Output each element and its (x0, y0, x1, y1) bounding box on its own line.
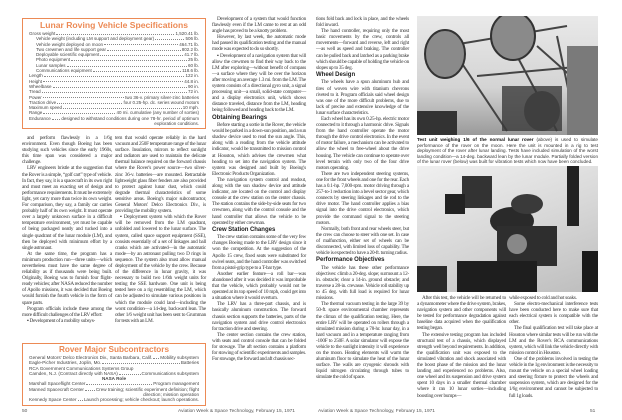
row-value: Crew training; scientific experiment definition; flight (95, 386, 199, 392)
row-value: 802.2 lb. (181, 46, 199, 52)
leader-dots (107, 47, 181, 51)
paragraph: The thermal vacuum testing in the large 39 by 50-ft. space environmental chamber represents the climax of the qualification testing. Here, the entire LRV will be operated on rollers through a simulated mission during a 78-hr. lunar day, in a hard vacuum and in a temperature ranging from -100F to 250F. A solar simulator will expose the vehicle to the sunlight intensity it will experience on the moon. Heating elements will warm the aluminum floor to simulate the heat of the lunar surface. The walls are cryogenic shrouds with liquid nitrogen circulating through tubes to simulate the cold of space. (316, 301, 409, 381)
row-value: 506 lb. (185, 36, 199, 42)
leader-dots (78, 397, 83, 401)
row-value: 122 in. (185, 73, 199, 79)
paragraph: tem that would operate reliably in the hard vacuum and 250F temperature range of the lunar surface. Insulation, mirrors to reflect sunlight and radiators are used to maintain the delicate thermal balance required on the forward chassis where the Rover's power source—two silver-zinc 36-v. batteries—are mounted. Retractable lightweight glass fiber fenders are also provided to protect against lunar dust, which could degrade thermal characteristics of some sensitive areas. Boeing's major subcontractor, General Motors' Delco Electronics Div., is providing the mobility system. (115, 135, 206, 215)
row-label: Power (29, 94, 42, 100)
leader-dots (67, 63, 187, 67)
row-value: 40 mi. cumulative (any number of sorties) (116, 110, 199, 116)
row-value: four 0.25-hp. dc. series wound motors (123, 99, 199, 105)
paragraph: However, by last week, the automatic mode had passed its qualification testing and the manual mode was expected to do so shortly. (212, 34, 306, 53)
paragraph: ▪ Deployment system with which the Rover will be removed from the LM quadrant, unfolded and lowered to the lunar surface. The system, called space support equipment (SSE), consists essentially of a set of linkages and ball cranks which are activated—in the automatic mode—by an astronaut pulling two D rings in sequence. The system also must allow manual deployment of the vehicle by the crew. Because of the difference in lunar gravity, it was necessary to build two 1/6th weight units for testing the SSE hardware. One unit is being tested here on a rig resembling the LM, which can be adjusted to simulate various positions in which the module could land—including the worst condition—a 14-deg. backward lean. The other 1/6 weight unit has been sent to Grumman for tests with an LM. (115, 214, 206, 324)
row-label: Manned Spacecraft Center (29, 386, 84, 392)
paragraph: The hand controller, requiring only the most basic movements by the crew, controls all movements—forward and reverse, left and right—as well as speed and braking. The controller can be pulled back and latched as a parking brake which should be capable of holding the vehicle on slopes up to 35 deg. (316, 28, 409, 71)
left-footer-publication: Aviation Week & Space Technology, February 15, 1971 (178, 409, 295, 414)
row-label: Vehicle weight deployed on moon (36, 41, 104, 47)
paragraph: ▪ Development of a navigation system that will allow the crewmen to find their way back to the LM after exploring—without benefit of compass—a surface where they will be over the horizon after moving an average 1.3 mi. from the LM. The system consists of a directional gyro unit, a signal processing unit—a small, solid-state computer—and a display electronics unit, which shows distance traveled, distance from the LM, heading being followed and heading back to the LM. (212, 52, 306, 114)
row-label: Eagle-Picher Industries, Joplin, Mo. (29, 360, 102, 366)
caption-lead: Test unit weighing 1/6 of the normal lunar rover (417, 137, 534, 142)
left-page-number: 50 (22, 409, 28, 414)
photo-folded-rover (417, 166, 598, 292)
paragraph: Another earlier feature—a roll bar—was abandoned after it was decided it was improbable that the vehicle, which probably would not be operated at its top speed of 10 mph, could get into a situation where it would overturn. (212, 270, 306, 302)
row-label: RCA Government Communications Systems Group (29, 365, 134, 371)
leader-dots (52, 116, 61, 120)
row-label: Photo equipment (36, 57, 71, 63)
paragraph: Each wheel has its own 0.25-hp. electric motor connected to it through a harmonic drive. Signals from the hand controller operate the motor through the drive control electronics. In the event of motor failure, a mechanism can be activated to allow the wheel to free-wheel about the drive housing. The vehicle can continue to operate over level terrain with only two of the four drive motors operating. (316, 116, 409, 171)
row-value: Mobility subsystem (160, 355, 199, 360)
paragraph: tions fold back and lock in place, and the wheels fold inward. (316, 16, 409, 29)
right-page-number: 51 (590, 409, 596, 414)
paragraph: LRV engineers bristle at the suggestion that the Rover is a simple, “golf cart” type of vehicle. In fact, they say, it is a spacecraft in its own right and must meet an exacting set of design and performance requirements. It must be extremely light, yet carry more than twice its own weight. For comparison, they say, a family car carries probably half of its own weight. It must operate over a largely unknown surface in a difficult temperature environment, yet must be capable of being packaged neatly and tucked into a single quadrant of the lunar module (LM), and then be deployed with minimum effort by a single astronaut. (22, 165, 112, 251)
row-label: Vehicle weight (including LM support and deployment gear) (36, 36, 155, 42)
paragraph: After this test, the vehicle will be returned to a dynamometer where the drive system, brakes, navigation system and other components will be tested for performance degradation against baseline data acquired when the qualification testing began. (417, 295, 506, 332)
specifications-box (22, 18, 206, 129)
row-value: exploration conditions. (154, 121, 199, 127)
leader-dots (104, 42, 178, 46)
section-heading: Performance Objectives (316, 257, 385, 264)
row-label: Lunar samples (36, 62, 66, 68)
left-column-1 (22, 135, 112, 324)
paragraph: Some electro-mechanical interference tests have been conducted here to make sure that each electrical system is compatible with the other. (509, 301, 598, 326)
row-label: Tread (29, 89, 41, 95)
leader-dots (153, 355, 159, 359)
photo-caption (417, 137, 598, 165)
left-column-3 (212, 16, 306, 362)
paragraph: while exposed to cold and hot soaks. (509, 295, 577, 301)
row-value: direction; mission operation (143, 392, 199, 398)
row-label: Length (29, 73, 43, 79)
paragraph: The crew station contains some of the very few changes Boeing made to the LRV design since it won the competition. At the suggestion of the Apollo 15 crew, fixed seats were substituted for swivel seats, and the hand controller was switched from a pistol-grip type to a T-bar type. (212, 234, 306, 271)
paragraph: Development of a system that would function flawlessly even if the LM came to rest at an odd angle has proved to be a knotty problem. (212, 16, 306, 35)
right-footer-publication: Aviation Week & Space Technology, February 15, 1971 (318, 409, 435, 414)
leader-dots (85, 387, 95, 391)
wheel (511, 194, 543, 214)
row-value: 118.6 lb. (182, 68, 199, 74)
row-label: Marshall Spaceflight Center (29, 381, 86, 387)
row-value: 464.71 lb. (179, 41, 199, 47)
paragraph: Normally, both front and rear wheels steer, but the crew can choose to steer with one set. In case of malfunction, either set of wheels can be disconnected, with limited loss of capability. The vehicle is expected to have a 20-ft. turning radius. (316, 225, 409, 257)
leader-dots (100, 52, 183, 56)
row-value: Batteries (180, 360, 199, 366)
row-value: Program management (153, 381, 199, 387)
leader-dots (155, 36, 184, 40)
paragraph: One of the problems involved in testing the vehicle in the 1g environment is the necessity to mount the vehicle on a special wheel loading and steering fixture to protect the wheels and suspension system, which are designed for the 1/6g environment and cannot be subjected to full 1g loads. (509, 355, 598, 399)
row-value: designed to withstand conditions during one 78-hr. period of optimum (61, 115, 199, 121)
row-label: Traction drive (29, 99, 57, 105)
row-label: Wheelbase (29, 83, 52, 89)
row-label: General Motors' Delco Electronics Div., Santa Barbara, Calif. (29, 355, 153, 360)
leader-dots (57, 100, 122, 104)
section-heading: Crew Station Changes (212, 226, 276, 233)
paragraph: The LRV has a three-part chassis, and is basically aluminum construction. The forward chassis section supports the batteries, parts of the navigation system and drive control electronics for traction drive and steering. (212, 301, 306, 332)
row-label: Height (29, 78, 43, 84)
row-value: 10 mph. (182, 105, 199, 111)
paragraph: The center section contains the crew station, with seats and control console that can be folded for stowage. The aft section contains a platform for stowing of scientific experiments and samples. For stowage, the forward and aft chassis sec- (212, 331, 306, 363)
row-value: 25 lb. (187, 57, 199, 63)
row-value: 44.8 in. (184, 78, 199, 84)
wheel (491, 16, 535, 60)
leader-dots (102, 360, 180, 364)
leader-dots (56, 31, 174, 35)
paragraph: ▪ Development of a mobility subsys- (27, 317, 96, 324)
table-row (29, 397, 199, 402)
row-value: 90 in. (187, 83, 199, 89)
row-label: Deployable scientific equipment (36, 52, 100, 58)
specifications-title: Lunar Roving Vehicle Specifications (39, 20, 189, 30)
row-value: Communications subsystem (141, 370, 199, 376)
row-value: 72 in. (187, 89, 199, 95)
table-row-continuation (29, 121, 199, 126)
row-value: 1,520.41 lb. (175, 31, 199, 36)
row-value: 41.7 lb. (184, 52, 199, 58)
row-label: Two crewmen and life support gear (36, 46, 107, 52)
wheel (425, 30, 465, 78)
right-column-3 (509, 295, 598, 399)
leader-dots (53, 84, 187, 88)
section-heading: Obtaining Bearings (212, 114, 268, 121)
paragraph: The vehicle has these other performance objectives: climb a 20-deg. slope; surmount a 12-in. obstacle; clear a 14-in. ground obstacle; and traverse a 28-in. crevasse. Vehicle roll stability up to 45 deg. with full load is required for lunar missions. (316, 264, 409, 302)
row-label: Endurance (29, 115, 51, 121)
row-label: Maximum speed (29, 105, 63, 111)
paragraph: Before starting a sortie in the Rover, the vehicle would be parked in a down-sun position, and a sun shadow device used to read the sun angle. This, along with a reading from the vehicle attitude indicator, would be transmitted to mission control at Houston, which advises the crewmen what heading to set into the navigation system. The system was designed and built by Boeing's Electronic Products Organization. (212, 122, 306, 177)
leader-dots (86, 381, 152, 385)
subcontractors-title: Rover Major Subcontractors (58, 345, 170, 354)
row-label: Gross weight (29, 31, 56, 36)
leader-dots (119, 371, 141, 375)
paragraph: The final qualification test will take place at Houston where similar tests will be run with the LM and the Rover's RCA communications system, which will link the vehicle directly with mission control in Houston. (509, 325, 598, 356)
right-column-1 (316, 16, 409, 381)
row-label: Camden, N.J. (Contract directly with NASA) (29, 370, 118, 376)
subcontractors-box (22, 343, 206, 406)
leader-dots (93, 68, 181, 72)
wheel-hub (507, 234, 527, 254)
paragraph: and perform flawlessly in a 1/6g environment. Even though Boeing has been studying such vehicles since the early 1960s, this time span was considered a major challenge. (22, 135, 112, 166)
leader-dots (43, 95, 124, 99)
paragraph: The navigation system control and readout, along with the sun shadow device and attitude indicator, are located on the control and display console at the crew station on the center chassis. The station contains the side-by-side seats for two crewmen, along with the control console and the hand controller that allows the vehicle to be operated by either crewman. (212, 176, 306, 226)
leader-dots (42, 89, 187, 93)
leader-dots (71, 57, 187, 61)
row-label: Kennedy Space Center (29, 397, 77, 403)
row-label: Range (29, 110, 43, 116)
nasa-role-heading: NASA Role (101, 376, 127, 382)
right-column-2 (417, 295, 506, 399)
paragraph: There are two independent steering systems, one for the front wheels and one for the rear. Each has a 0.1-hp. 7,000-rpm. motor driving through a 257-to-1 reduction into a bevel sector gear, which connects by steering linkages and tie rod to the drive motor. The hand controller applies a bias signal into the drive control electronics, which provide the command signal to the steering motors. (316, 170, 409, 226)
photo-test-unit-rig (417, 16, 598, 135)
leader-dots (63, 105, 182, 109)
row-value: Launch processing; vehicle checkout; launch operations. (83, 397, 199, 403)
row-value: 60 lb. (187, 62, 199, 68)
leader-dots (44, 73, 185, 77)
paragraph: The extensive testing program has included structural test of a chassis, which displayed strength well beyond requirements. In addition, the qualification unit was exposed to the simulated vibration and shock associated with the boost phase of the mission and the lunar landing and experienced no problems. Also, one wheel and its suspension and drive system spent 10 days in a smaller thermal chamber where it ran 10 lunar sorties—including boosting over bumps— (417, 331, 506, 399)
paragraph: Program officials include these among the more difficult challenges of the LRV effort: (22, 305, 112, 318)
leader-dots (43, 110, 115, 114)
left-column-2 (115, 135, 206, 324)
row-value: two 36-v. primary silver-zinc batteries (125, 94, 199, 100)
caption-text: (above) is used to simulate performance of the rover on the moon. Here the unit is mounted in a rig to test deployment of the rover after lunar landing. Tests have included simulation of the worst landing condition—a 14-deg. backward lean by the lunar module. Partially folded version of the lunar rover (below) was built for vibration tests which now have been concluded. (417, 137, 598, 165)
paragraph: At the same time, the program has a minimum production run—three units—which nevertheless must have the same degree of reliability as if thousands were being built. Originally, Boeing was to furnish four flight-ready vehicles; after NASA reduced the number of Apollo missions, it was decided that Boeing would furnish the fourth vehicle in the form of spare parts. (22, 250, 112, 306)
paragraph: The wheels have a spun aluminum hub and tires of woven wire with titanium chevrons riveted to it. Program officials said wheel design was one of the more difficult problems, due to lack of precise and extensive knowledge of the lunar surface characteristics. (316, 79, 409, 116)
leader-dots (43, 79, 183, 83)
row-label: Communications equipment (36, 68, 92, 74)
section-heading: Wheel Design (316, 71, 356, 78)
